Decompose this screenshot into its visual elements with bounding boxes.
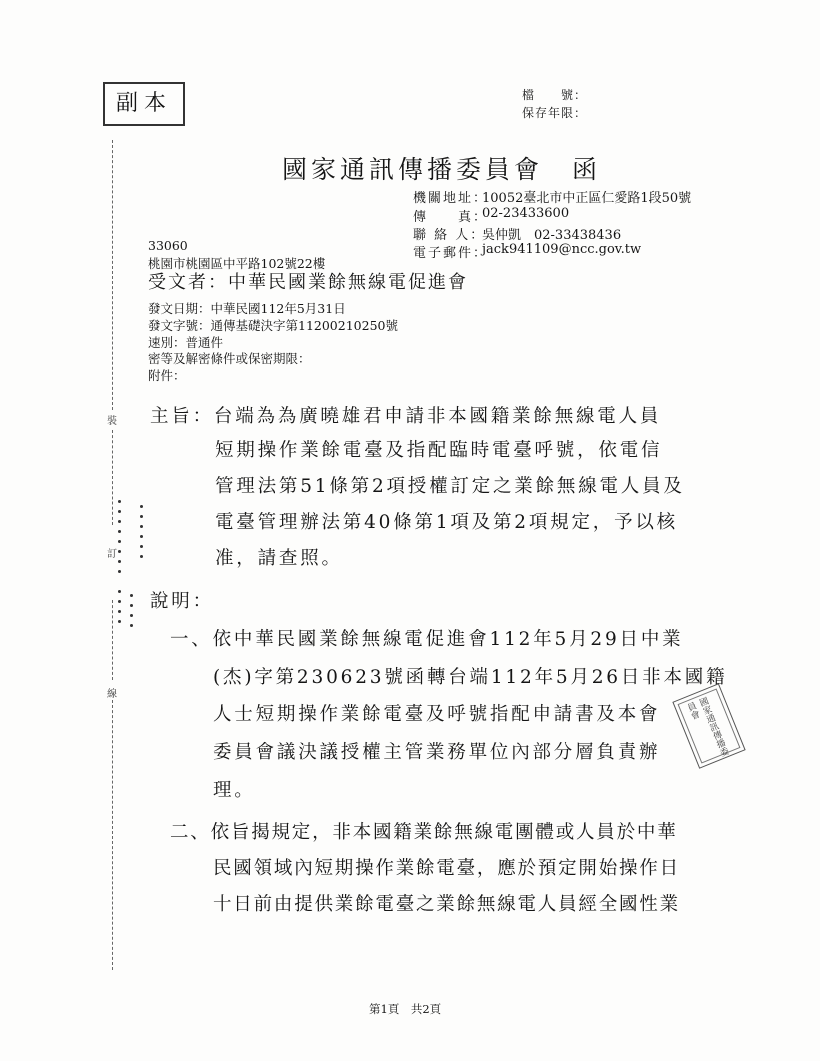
binding-line: [112, 430, 113, 525]
issue-date: 發文日期：中華民國112年5月31日: [148, 301, 346, 316]
binding-holes: [130, 594, 133, 634]
contact-fax-value: 02-23433600: [482, 206, 570, 221]
attachments: 附件：: [148, 368, 186, 383]
recipient-postal-code: 33060: [148, 238, 188, 253]
contact-address-value: 10052臺北市中正區仁愛路1段50號: [482, 191, 692, 206]
contact-address-label: 機關地址：: [413, 191, 489, 206]
recipient: 受文者：中華民國業餘無線電促進會: [148, 272, 468, 293]
page-number: 第1頁 共2頁: [369, 1002, 442, 1016]
explanation-item-2-line: 二、依旨揭規定，非本國籍業餘無線電團體或人員於中華: [170, 822, 678, 843]
seal-text: 國家通訊傳播委員會: [684, 696, 730, 759]
security-classification: 密等及解密條件或保密期限：: [148, 351, 311, 366]
explanation-item-2-line: 民國領域內短期操作業餘電臺，應於預定開始操作日: [213, 858, 680, 879]
binding-line: [112, 140, 113, 410]
retention-label: 保存年限：: [522, 106, 588, 120]
binding-holes: [140, 505, 143, 565]
subject-line: 准，請查照。: [215, 548, 343, 569]
contact-person-label: 聯 絡 人：: [413, 228, 486, 243]
binding-margin-label: 線: [107, 689, 117, 700]
contact-email-label: 電子郵件：: [413, 246, 489, 261]
copy-stamp: 副本: [103, 82, 185, 126]
subject-line: 主旨：台端為為廣曉雄君申請非本國籍業餘無線電人員: [150, 406, 662, 427]
contact-email-value: jack941109@ncc.gov.tw: [482, 242, 642, 257]
official-seal: [672, 683, 745, 768]
contact-fax-label: 傳 真：: [413, 210, 489, 225]
subject-line: 電臺管理辦法第40條第1項及第2項規定，予以核: [215, 512, 678, 533]
explanation-item-1-line: 人士短期操作業餘電臺及呼號指配申請書及本會: [213, 704, 661, 725]
binding-line: [112, 600, 113, 680]
binding-holes: [118, 500, 121, 580]
document-title: 國家通訊傳播委員會 函: [282, 155, 602, 184]
explanation-item-2-line: 十日前由提供業餘電臺之業餘無線電人員經全國性業: [213, 894, 680, 915]
explanation-item-1-line: 理。: [213, 780, 256, 801]
file-number-label: 檔 號：: [522, 88, 588, 102]
subject-line: 短期操作業餘電臺及指配臨時電臺呼號，依電信: [215, 440, 663, 461]
explanation-label: 說明：: [150, 591, 214, 612]
binding-margin-label: 訂: [107, 549, 117, 560]
recipient-address: 桃園市桃園區中平路102號22樓: [148, 256, 326, 271]
subject-line: 管理法第51條第2項授權訂定之業餘無線電人員及: [215, 476, 685, 497]
document-number: 發文字號：通傳基礎決字第11200210250號: [148, 318, 398, 333]
binding-line: [112, 700, 113, 970]
binding-margin-label: 裝: [107, 416, 117, 427]
explanation-item-1-line: 一、依中華民國業餘無線電促進會112年5月29日中業: [170, 629, 684, 650]
contact-person-value: 吳仲凱 02-33438436: [482, 228, 622, 243]
binding-holes: [118, 590, 121, 630]
explanation-item-1-line: 委員會議決議授權主管業務單位內部分層負責辦: [213, 742, 661, 763]
explanation-item-1-line: (杰)字第230623號函轉台端112年5月26日非本國籍: [213, 667, 728, 688]
urgency: 速別：普通件: [148, 335, 224, 350]
